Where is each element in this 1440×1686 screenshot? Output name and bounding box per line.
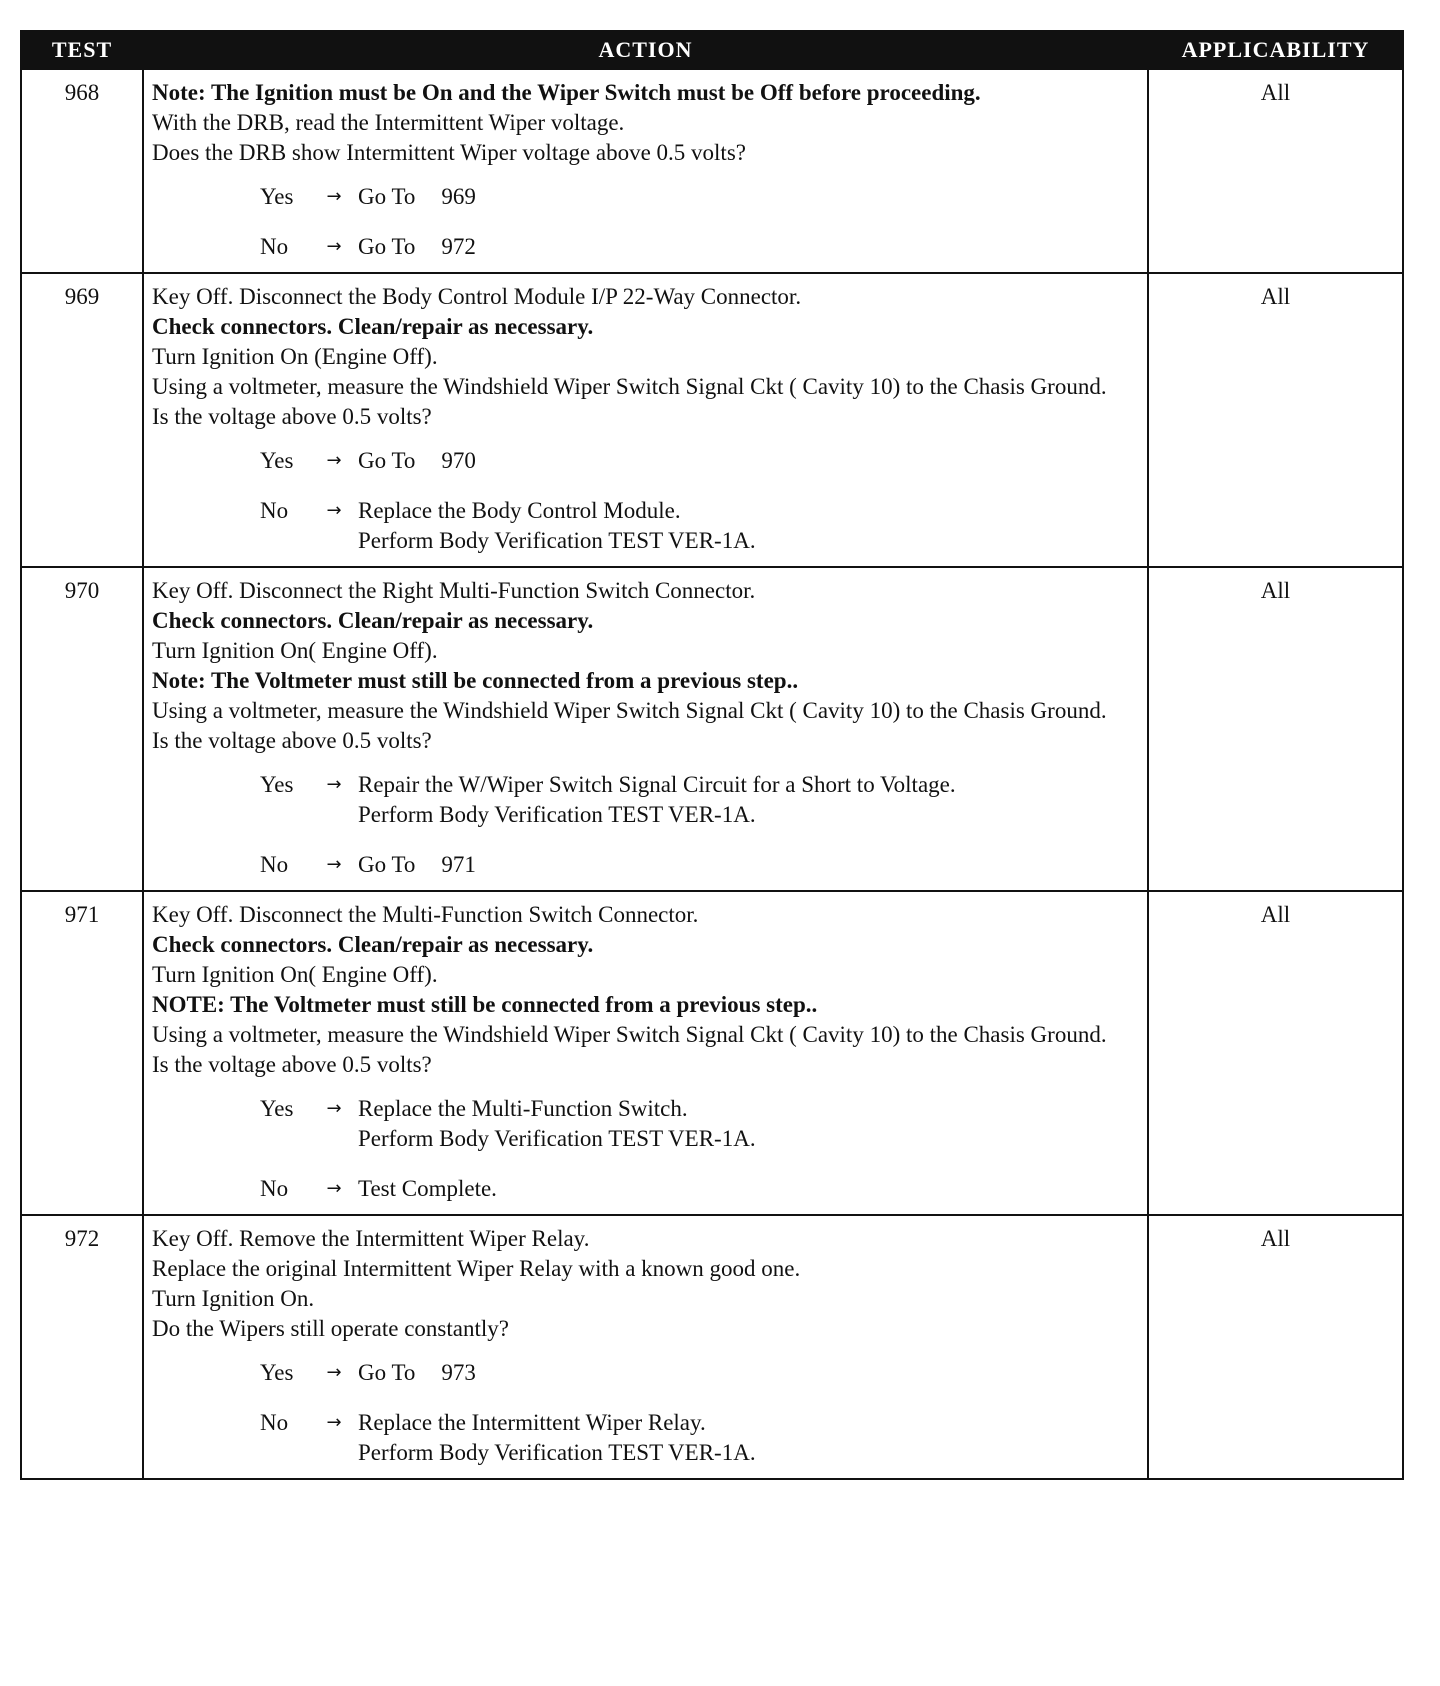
outcome-label: No bbox=[260, 498, 289, 523]
outcome-list bbox=[152, 446, 1139, 556]
action-note: Note: The Voltmeter must still be connected from a previous step.. bbox=[152, 668, 799, 693]
arrow-right-icon: → bbox=[326, 1362, 342, 1383]
goto-label: Go To bbox=[358, 184, 416, 209]
action-step: Turn Ignition On. bbox=[152, 1286, 315, 1311]
outcome-result-line: Perform Body Verification TEST VER-1A. bbox=[358, 802, 756, 827]
table-row bbox=[21, 1215, 1403, 1479]
outcome-result-line: Perform Body Verification TEST VER-1A. bbox=[358, 1126, 756, 1151]
outcome-no bbox=[260, 232, 1139, 262]
applicability-value: All bbox=[1148, 1215, 1403, 1479]
action-step: Key Off. Disconnect the Multi-Function Switch Connector. bbox=[152, 902, 699, 927]
outcome-result-line bbox=[358, 850, 1139, 880]
outcome-no bbox=[260, 1174, 1139, 1204]
action-step: Turn Ignition On (Engine Off). bbox=[152, 344, 438, 369]
test-number: 970 bbox=[21, 567, 143, 891]
outcome-list bbox=[152, 770, 1139, 880]
action-cell bbox=[143, 273, 1148, 567]
diagnostic-test-table bbox=[20, 30, 1404, 1480]
outcome-result bbox=[358, 850, 1139, 880]
outcome-list bbox=[152, 1094, 1139, 1204]
table-header-row bbox=[21, 31, 1403, 69]
outcome-result bbox=[358, 1408, 1139, 1468]
applicability-value: All bbox=[1148, 567, 1403, 891]
table-row bbox=[21, 273, 1403, 567]
arrow-right-icon: → bbox=[326, 236, 342, 257]
action-cell bbox=[143, 1215, 1148, 1479]
action-step: Using a voltmeter, measure the Windshield Wiper Switch Signal Ckt ( Cavity 10) to the Chasis Ground. bbox=[152, 698, 1107, 723]
outcome-label: Yes bbox=[260, 184, 294, 209]
goto-target: 971 bbox=[441, 852, 476, 877]
action-step: Does the DRB show Intermittent Wiper voltage above 0.5 volts? bbox=[152, 140, 746, 165]
outcome-result-line: Perform Body Verification TEST VER-1A. bbox=[358, 1440, 756, 1465]
outcome-result bbox=[358, 1094, 1139, 1154]
action-step: With the DRB, read the Intermittent Wiper voltage. bbox=[152, 110, 625, 135]
action-step: Do the Wipers still operate constantly? bbox=[152, 1316, 509, 1341]
goto-target: 973 bbox=[441, 1360, 476, 1385]
outcome-yes bbox=[260, 770, 1139, 830]
action-note: Check connectors. Clean/repair as necessary. bbox=[152, 932, 594, 957]
action-step: Turn Ignition On( Engine Off). bbox=[152, 638, 438, 663]
outcome-no bbox=[260, 1408, 1139, 1468]
action-cell bbox=[143, 69, 1148, 273]
action-note: Check connectors. Clean/repair as necessary. bbox=[152, 314, 594, 339]
outcome-list bbox=[152, 1358, 1139, 1468]
action-step: Is the voltage above 0.5 volts? bbox=[152, 1052, 432, 1077]
outcome-yes bbox=[260, 182, 1139, 212]
applicability-value: All bbox=[1148, 273, 1403, 567]
table-row bbox=[21, 69, 1403, 273]
outcome-result-line bbox=[358, 1358, 1139, 1388]
outcome-label: No bbox=[260, 1410, 289, 1435]
table-row bbox=[21, 567, 1403, 891]
arrow-right-icon: → bbox=[326, 1178, 342, 1199]
outcome-label: No bbox=[260, 1176, 289, 1201]
outcome-label: No bbox=[260, 234, 289, 259]
arrow-right-icon: → bbox=[326, 1412, 342, 1433]
test-number: 972 bbox=[21, 1215, 143, 1479]
test-number: 971 bbox=[21, 891, 143, 1215]
action-step: Using a voltmeter, measure the Windshield Wiper Switch Signal Ckt ( Cavity 10) to the Chasis Ground. bbox=[152, 374, 1107, 399]
action-step: Is the voltage above 0.5 volts? bbox=[152, 404, 432, 429]
outcome-result-line: Repair the W/Wiper Switch Signal Circuit for a Short to Voltage. bbox=[358, 772, 956, 797]
outcome-label: Yes bbox=[260, 448, 294, 473]
arrow-right-icon: → bbox=[326, 186, 342, 207]
outcome-no bbox=[260, 850, 1139, 880]
outcome-result bbox=[358, 182, 1139, 212]
outcome-result bbox=[358, 496, 1139, 556]
table-row bbox=[21, 891, 1403, 1215]
outcome-result bbox=[358, 770, 1139, 830]
outcome-result-line: Perform Body Verification TEST VER-1A. bbox=[358, 528, 756, 553]
outcome-result bbox=[358, 446, 1139, 476]
action-cell bbox=[143, 891, 1148, 1215]
arrow-right-icon: → bbox=[326, 450, 342, 471]
outcome-label: Yes bbox=[260, 1096, 294, 1121]
outcome-result-line bbox=[358, 182, 1139, 212]
table-body bbox=[21, 69, 1403, 1479]
outcome-result-line: Replace the Body Control Module. bbox=[358, 498, 681, 523]
arrow-right-icon: → bbox=[326, 854, 342, 875]
outcome-result bbox=[358, 232, 1139, 262]
goto-target: 972 bbox=[441, 234, 476, 259]
goto-label: Go To bbox=[358, 852, 416, 877]
applicability-value: All bbox=[1148, 69, 1403, 273]
goto-target: 969 bbox=[441, 184, 476, 209]
goto-label: Go To bbox=[358, 1360, 416, 1385]
outcome-result-line: Replace the Multi-Function Switch. bbox=[358, 1096, 688, 1121]
outcome-no bbox=[260, 496, 1139, 556]
outcome-result-line bbox=[358, 446, 1139, 476]
goto-target: 970 bbox=[441, 448, 476, 473]
header-applicability: APPLICABILITY bbox=[1148, 31, 1403, 69]
arrow-right-icon: → bbox=[326, 1098, 342, 1119]
action-note: Check connectors. Clean/repair as necessary. bbox=[152, 608, 594, 633]
action-step: Replace the original Intermittent Wiper Relay with a known good one. bbox=[152, 1256, 801, 1281]
action-step: Is the voltage above 0.5 volts? bbox=[152, 728, 432, 753]
outcome-result bbox=[358, 1358, 1139, 1388]
outcome-yes bbox=[260, 1094, 1139, 1154]
outcome-result bbox=[358, 1174, 1139, 1204]
action-step: Using a voltmeter, measure the Windshield Wiper Switch Signal Ckt ( Cavity 10) to the Chasis Ground. bbox=[152, 1022, 1107, 1047]
applicability-value: All bbox=[1148, 891, 1403, 1215]
outcome-result-line bbox=[358, 232, 1139, 262]
test-number: 969 bbox=[21, 273, 143, 567]
action-note: Note: The Ignition must be On and the Wiper Switch must be Off before proceeding. bbox=[152, 80, 981, 105]
action-note: NOTE: The Voltmeter must still be connected from a previous step.. bbox=[152, 992, 818, 1017]
arrow-right-icon: → bbox=[326, 774, 342, 795]
arrow-right-icon: → bbox=[326, 500, 342, 521]
test-number: 968 bbox=[21, 69, 143, 273]
goto-label: Go To bbox=[358, 234, 416, 259]
outcome-result-line: Test Complete. bbox=[358, 1176, 497, 1201]
outcome-yes bbox=[260, 1358, 1139, 1388]
action-step: Key Off. Disconnect the Body Control Module I/P 22-Way Connector. bbox=[152, 284, 802, 309]
outcome-label: No bbox=[260, 852, 289, 877]
header-test: TEST bbox=[21, 31, 143, 69]
outcome-result-line: Replace the Intermittent Wiper Relay. bbox=[358, 1410, 706, 1435]
outcome-list bbox=[152, 182, 1139, 262]
action-step: Turn Ignition On( Engine Off). bbox=[152, 962, 438, 987]
goto-label: Go To bbox=[358, 448, 416, 473]
header-action: ACTION bbox=[143, 31, 1148, 69]
outcome-label: Yes bbox=[260, 1360, 294, 1385]
action-step: Key Off. Disconnect the Right Multi-Function Switch Connector. bbox=[152, 578, 756, 603]
action-cell bbox=[143, 567, 1148, 891]
outcome-label: Yes bbox=[260, 772, 294, 797]
outcome-yes bbox=[260, 446, 1139, 476]
action-step: Key Off. Remove the Intermittent Wiper Relay. bbox=[152, 1226, 590, 1251]
